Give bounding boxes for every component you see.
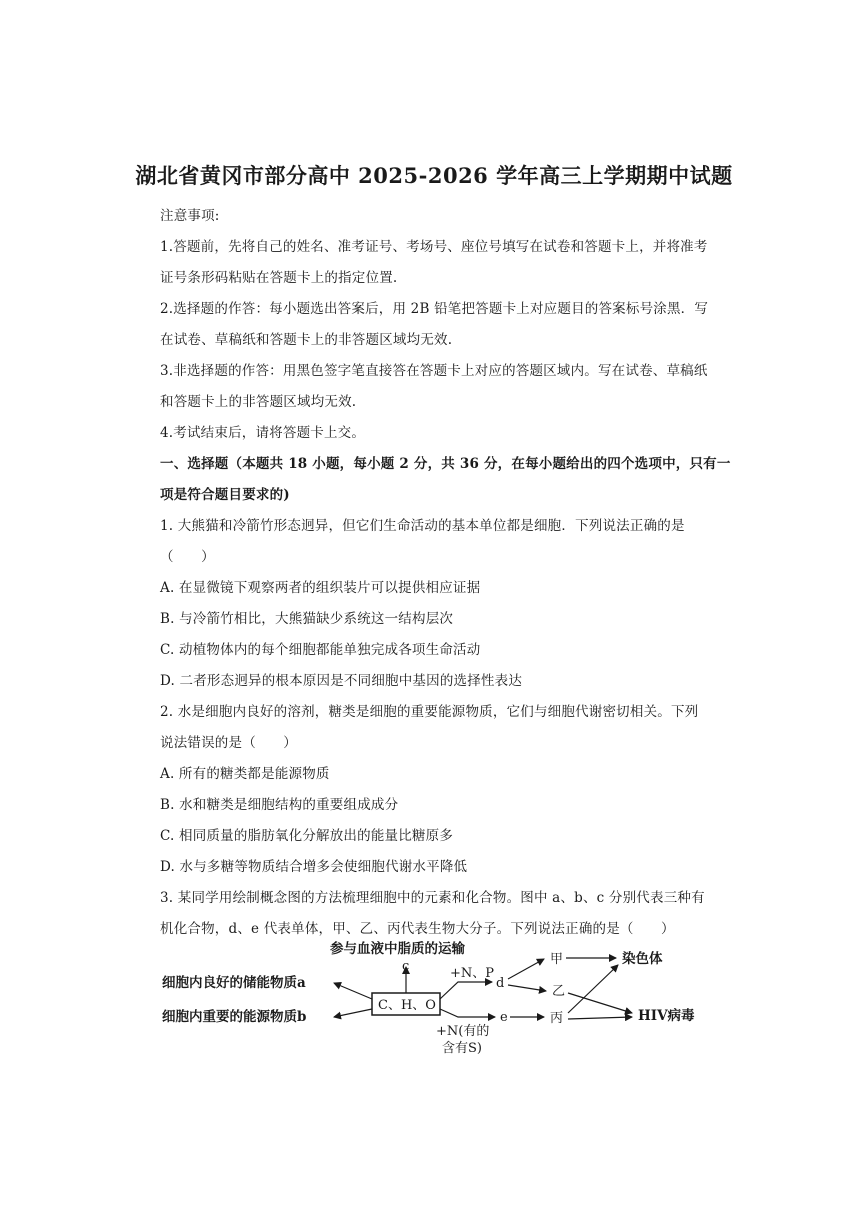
diagram-label-hiv: HIV病毒 bbox=[638, 1008, 695, 1024]
diagram-label-yi: 乙 bbox=[552, 984, 566, 999]
question-2-option-a: A. 所有的糖类都是能源物质 bbox=[160, 766, 330, 782]
notice-item: 4.考试结束后，请将答题卡上交。 bbox=[160, 425, 366, 441]
notice-item: 3.非选择题的作答：用黑色签字笔直接答在答题卡上对应的答题区域内。写在试卷、草稿纸 bbox=[160, 363, 708, 379]
diagram-label-ns-line2: 含有S) bbox=[442, 1041, 482, 1056]
question-1-option-d: D. 二者形态迥异的根本原因是不同细胞中基因的选择性表达 bbox=[160, 673, 523, 689]
diagram-arrow-d-to-yi bbox=[508, 985, 546, 991]
question-1-option-b: B. 与冷箭竹相比，大熊猫缺少系统这一结构层次 bbox=[160, 611, 454, 627]
diagram-arrow-to-e bbox=[440, 1009, 495, 1017]
question-2-option-d: D. 水与多糖等物质结合增多会使细胞代谢水平降低 bbox=[160, 859, 468, 875]
question-3-stem: 机化合物，d、e 代表单体，甲、乙、丙代表生物大分子。下列说法正确的是（ ） bbox=[160, 921, 675, 937]
notice-item: 1.答题前，先将自己的姓名、准考证号、考场号、座位号填写在试卷和答题卡上，并将准考 bbox=[160, 239, 708, 255]
question-1-option-c: C. 动植物体内的每个细胞都能单独完成各项生命活动 bbox=[160, 642, 481, 658]
diagram-label-energy: 细胞内重要的能源物质b bbox=[162, 1009, 307, 1025]
question-2-option-c: C. 相同质量的脂肪氧化分解放出的能量比糖原多 bbox=[160, 828, 454, 844]
question-1-stem: 1. 大熊猫和冷箭竹形态迥异，但它们生命活动的基本单位都是细胞．下列说法正确的是 bbox=[160, 518, 685, 534]
diagram-label-center: C、H、O bbox=[378, 998, 436, 1013]
diagram-label-lipid-transport: 参与血液中脂质的运输 bbox=[330, 941, 465, 957]
notice-item: 证号条形码粘贴在答题卡上的指定位置. bbox=[160, 270, 398, 286]
diagram-label-storage: 细胞内良好的储能物质a bbox=[162, 975, 306, 991]
diagram-label-c: c bbox=[402, 959, 410, 974]
diagram-label-d: d bbox=[496, 976, 505, 991]
diagram-arrow-d-to-jia bbox=[508, 959, 544, 979]
notice-item: 2.选择题的作答：每小题选出答案后，用 2B 铅笔把答题卡上对应题目的答案标号涂黑．写 bbox=[160, 301, 709, 317]
page-title: 湖北省黄冈市部分高中 2025-2026 学年高三上学期期中试题 bbox=[135, 163, 733, 188]
diagram-label-bing: 丙 bbox=[550, 1011, 564, 1026]
question-2-option-b: B. 水和糖类是细胞结构的重要组成成分 bbox=[160, 797, 399, 813]
notice-item: 在试卷、草稿纸和答题卡上的非答题区域均无效. bbox=[160, 332, 453, 348]
section-heading: 项是符合题目要求的) bbox=[160, 487, 290, 503]
question-2-stem: 2. 水是细胞内良好的溶剂，糖类是细胞的重要能源物质，它们与细胞代谢密切相关。下列 bbox=[160, 704, 699, 720]
notice-item: 和答题卡上的非答题区域均无效. bbox=[160, 394, 357, 410]
notice-heading: 注意事项: bbox=[160, 208, 220, 224]
question-1-option-a: A. 在显微镜下观察两者的组织装片可以提供相应证据 bbox=[160, 580, 481, 596]
question-2-stem: 说法错误的是（ ） bbox=[160, 735, 297, 751]
diagram-arrow-to-b bbox=[334, 1009, 372, 1017]
concept-diagram bbox=[150, 935, 730, 1065]
section-heading: 一、选择题（本题共 18 小题，每小题 2 分，共 36 分，在每小题给出的四个选项中，只有一 bbox=[160, 456, 731, 472]
diagram-arrow-bing-to-hiv bbox=[568, 1017, 632, 1019]
question-1-stem: （ ） bbox=[160, 549, 215, 565]
diagram-arrow-to-d bbox=[440, 982, 492, 999]
diagram-label-chromosome: 染色体 bbox=[622, 951, 663, 967]
diagram-arrow-to-a bbox=[334, 983, 372, 999]
diagram-label-jia: 甲 bbox=[550, 952, 564, 967]
question-3-stem: 3. 某同学用绘制概念图的方法梳理细胞中的元素和化合物。图中 a、b、c 分别代表三种有 bbox=[160, 890, 705, 906]
diagram-label-np: +N、P bbox=[450, 966, 495, 981]
diagram-label-ns-line1: +N(有的 bbox=[436, 1024, 490, 1039]
diagram-label-e: e bbox=[500, 1010, 508, 1025]
